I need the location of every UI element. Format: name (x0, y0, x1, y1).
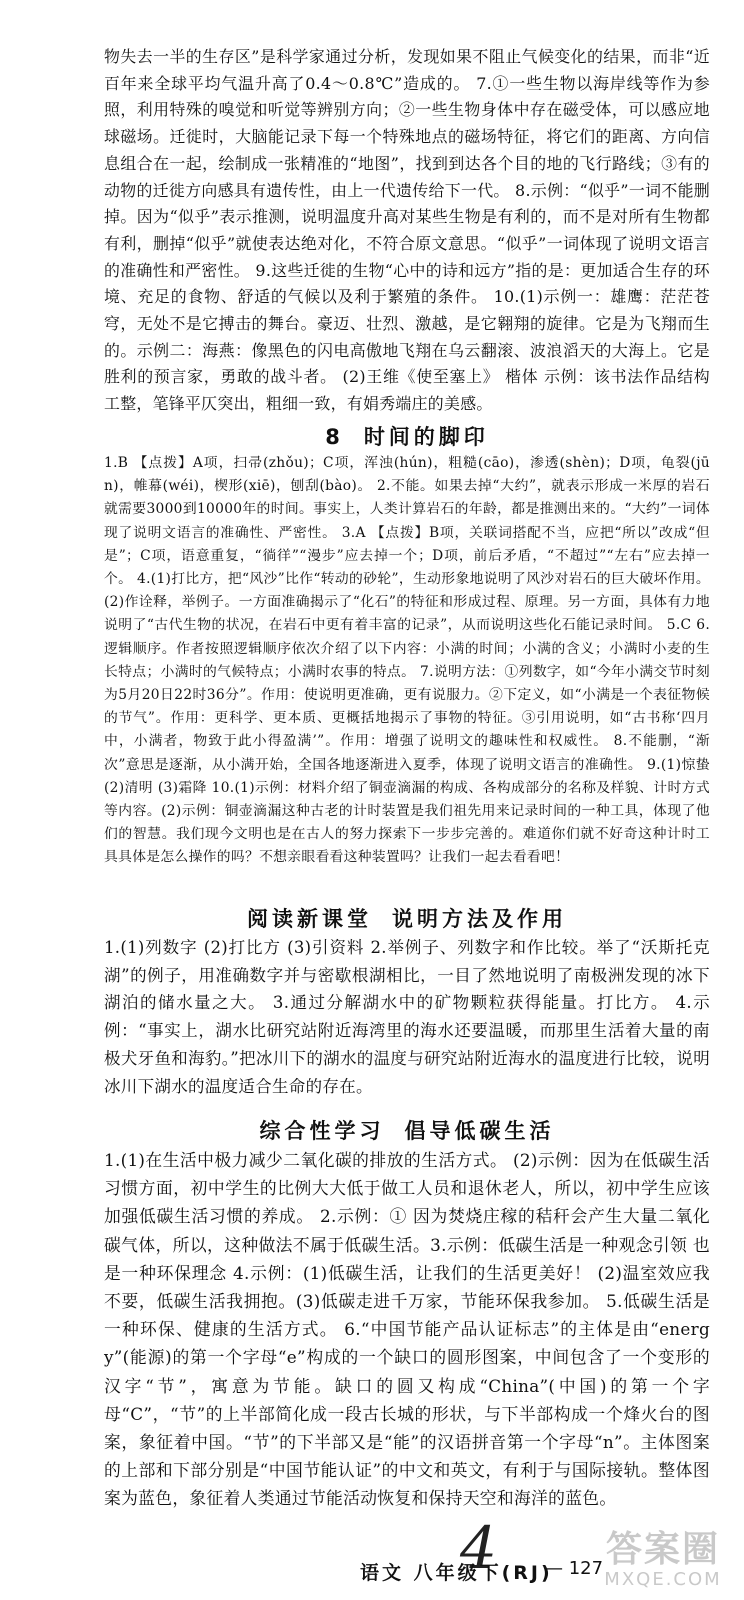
footer-page-number: — 127 (545, 1558, 604, 1579)
answers-paragraph-2: 1.B 【点拨】A项，扫帚(zhǒu)；C项，浑浊(hún)，粗糙(cāo)，渗透(shèn)；D项，龟裂(jūn)，帷幕(wéi)，楔形(xiē)，刨刮(bào)。 2.不能。如果去掉“大约”，就表示形成一米厚的岩石就需要3000到10000年的时间。事实上，人类计算岩石的年龄，都是推测出来的。“大约”一词体现了说明文语言的准确性、严密性。 3.A 【点拨】B项，关联词搭配不当，应把“所以”改成“但是”；C项，语意重复，“徜徉”“漫步”应去掉一个；D项，前后矛盾，“不超过”“左右”应去掉一个。 4.(1)打比方，把“风沙”比作“转动的砂轮”，生动形象地说明了风沙对岩石的巨大破坏作用。 (2)作诠释，举例子。一方面准确揭示了“化石”的特征和形成过程、原理。另一方面，具体有力地说明了“古代生物的状况，在岩石中更有着丰富的记录”，从而说明这些化石能记录时间。 5.C 6.逻辑顺序。作者按照逻辑顺序依次介绍了以下内容：小满的时间；小满的含义；小满时小麦的生长特点；小满时的气候特点；小满时农事的特点。 7.说明方法：①列数字，如“今年小满交节时刻为5月20日22时36分”。作用：使说明更准确，更有说服力。②下定义，如“小满是一个表征物候的节气”。作用：更科学、更本质、更概括地揭示了事物的特征。③引用说明，如“古书称‘四月中，小满者，物致于此小得盈满’”。作用：增强了说明文的趣味性和权威性。 8.不能删，“渐次”意思是逐渐，从小满开始，全国各地逐渐进入夏季，体现了说明文语言的准确性。 9.(1)惊蛰 (2)清明 (3)霜降 10.(1)示例：材料介绍了铜壶滴漏的构成、各构成部分的名称及样貌、计时方式等内容。(2)示例：铜壶滴漏这种古老的计时装置是我们祖先用来记录时间的一种工具，体现了他们的智慧。我们现今文明也是在古人的努力探索下一步步完善的。难道你们就不好奇这种计时工具具体是怎么操作的吗？不想亲眼看看这种装置吗？让我们一起去看看吧！ (104, 455, 710, 866)
watermark-logo (588, 1530, 738, 1592)
section-low-carbon-answers (104, 1146, 710, 1516)
footer-subject-grade: 语文 八年级下(RJ) (360, 1562, 553, 1584)
section-heading-reading-class (104, 904, 710, 934)
reading-class-label: 阅读新课堂 (247, 907, 372, 931)
reading-class-topic: 说明方法及作用 (392, 907, 567, 931)
section-time-footprint-answers (104, 452, 710, 888)
section-heading-time-footprint (104, 422, 710, 452)
answers-paragraph-1: 物失去一半的生存区”是科学家通过分析，发现如果不阻止气候变化的结果，而非“近百年来全球平均气温升高了0.4～0.8℃”造成的。 7.①一些生物以海岸线等作为参照，利用特殊的嗅觉和听觉等辨别方向；②一些生物身体中存在磁受体，可以感应地球磁场。迁徙时，大脑能记录下每一个特殊地点的磁场特征，将它们的距离、方向信息组合在一起，绘制成一张精准的“地图”，找到到达各个目的地的飞行路线；③有的动物的迁徙方向感具有遗传性，由上一代遗传给下一代。 8.示例：“似乎”一词不能删掉。因为“似乎”表示推测，说明温度升高对某些生物是有利的，而不是对所有生物都有利，删掉“似乎”就使表达绝对化，不符合原文意思。“似乎”一词体现了说明文语言的准确性和严密性。 9.这些迁徙的生物“心中的诗和远方”指的是：更加适合生存的环境、充足的食物、舒适的气候以及利于繁殖的条件。 10.(1)示例一：雄鹰：茫茫苍穹，无处不是它搏击的舞台。豪迈、壮烈、激越，是它翱翔的旋律。它是为飞翔而生的。示例二：海燕：像黑色的闪电高傲地飞翔在乌云翻滚、波浪滔天的大海上。它是胜利的预言家，勇敢的战斗者。 (2)王维《使至塞上》 楷体 示例：该书法作品结构工整，笔锋平仄突出，粗细一致，有娟秀端庄的美感。 (104, 47, 710, 414)
lesson-number: 8 (325, 425, 344, 449)
section-continued-answers (104, 44, 710, 418)
comprehensive-study-label: 综合性学习 (259, 1119, 385, 1143)
answers-paragraph-4: 1.(1)在生活中极力减少二氧化碳的排放的生活方式。 (2)示例：因为在低碳生活习惯方面，初中学生的比例大大低于做工人员和退休老人，所以，初中学生应该加强低碳生活习惯的养成。 2.示例：① 因为焚烧庄稼的秸秆会产生大量二氧化碳气体，所以，这种做法不属于低碳生活。3.示例：低碳生活是一种观念引领 也是一种环保理念 4.示例：(1)低碳生活，让我们的生活更美好！ (2)温室效应我不要，低碳生活我拥抱。(3)低碳走进千万家，节能环保我参加。 5.低碳生活是一种环保、健康的生活方式。 6.“中国节能产品认证标志”的主体是由“energy”(能源)的第一个字母“e”构成的一个缺口的圆形图案，中间包含了一个变形的汉字“节”，寓意为节能。缺口的圆又构成“China”(中国)的第一个字母“C”，“节”的上半部简化成一段古长城的形状，与下半部构成一个烽火台的图案，象征着中国。“节”的下半部又是“能”的汉语拼音第一个字母“n”。主体图案的上部和下部分别是“中国节能认证”的中文和英文，有利于与国际接轨。整体图案为蓝色，象征着人类通过节能活动恢复和保持天空和海洋的蓝色。 (104, 1150, 710, 1509)
section-reading-class-answers (104, 934, 710, 1102)
handwritten-page-mark: 4 (460, 1514, 497, 1582)
lesson-title: 时间的脚印 (363, 425, 489, 449)
watermark-url: MXQE.COM (604, 1569, 722, 1590)
answers-paragraph-3: 1.(1)列数字 (2)打比方 (3)引资料 2.举例子、列数字和作比较。举了“沃斯托克湖”的例子，用准确数字并与密歇根湖相比，一目了然地说明了南极洲发现的冰下湖泊的储水量之大。 3.通过分解湖水中的矿物颗粒获得能量。打比方。 4.示例：“事实上，湖水比研究站附近海湾里的海水还要温暖，而那里生活着大量的南极犬牙鱼和海豹。”把冰川下的湖水的温度与研究站附近海水的温度进行比较，说明冰川下湖水的温度适合生命的存在。 (104, 938, 710, 1096)
comprehensive-study-topic: 倡导低碳生活 (404, 1119, 555, 1143)
section-heading-low-carbon (104, 1116, 710, 1146)
watermark-title: 答案圈 (605, 1529, 720, 1570)
